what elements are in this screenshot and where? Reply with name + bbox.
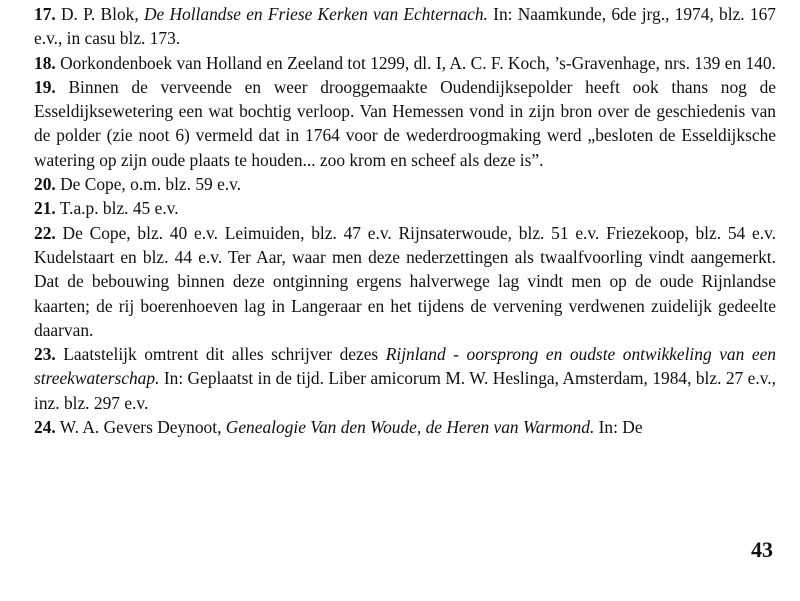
footnote-text: Binnen de verveende en weer drooggemaakte Oudendijksepolder heeft ook thans nog de Esseldijksewetering een wat bochtig verloop. Van Hemessen vond in zijn bron over de geschiedenis van de polder (zie noot 6) vermeld dat in 1764 voor de wederdroogmaking werd „besloten de Esseldijksche watering op zijn oude plaats te houden... zoo krom en scheef als deze is”. xyxy=(34,76,776,170)
footnote-text: T.a.p. blz. 45 e.v. xyxy=(55,198,179,219)
footnote-22 xyxy=(34,221,776,342)
footnote-21 xyxy=(34,196,776,220)
footnote-text: In: Geplaatst in de tijd. Liber amicorum M. W. Heslinga, Amsterdam, 1984, blz. 27 e.v., inz. blz. 297 e.v. xyxy=(34,368,776,413)
page-number: 43 xyxy=(751,537,773,562)
footnote-text: D. P. Blok, xyxy=(55,4,144,24)
footnote-17 xyxy=(34,2,776,51)
footnote-number: 23. xyxy=(34,344,56,365)
footnote-number: 24. xyxy=(34,417,56,438)
footnote-number: 18. xyxy=(34,52,56,73)
footnote-20 xyxy=(34,172,776,196)
footnote-title-italic: Genealogie Van den Woude, de Heren van Warmond. xyxy=(225,417,595,438)
footnote-title-italic: Rijnland - oorsprong en oudste ontwikkeling van een streekwaterschap. xyxy=(34,344,776,389)
footnote-number: 22. xyxy=(34,222,56,243)
footnote-number: 19. xyxy=(34,76,56,97)
footnote-23 xyxy=(34,342,776,415)
footnote-number: 21. xyxy=(34,198,56,219)
footnote-title-italic: De Hollandse en Friese Kerken van Echternach. xyxy=(143,4,488,24)
footnote-text: De Cope, o.m. blz. 59 e.v. xyxy=(55,174,242,195)
footnote-number: 17. xyxy=(34,4,56,24)
footnote-text: In: Naamkunde, 6de jrg., 1974, blz. 167 e.v., in casu blz. 173. xyxy=(34,4,776,49)
footnote-text: W. A. Gevers Deynoot, xyxy=(55,417,226,438)
footnote-text: De Cope, blz. 40 e.v. Leimuiden, blz. 47 e.v. Rijnsaterwoude, blz. 51 e.v. Friezekoop, blz. 54 e.v. Kudelstaart en blz. 44 e.v. Ter Aar, waar men deze nederzettingen als twaalfvoorling vindt aangemerkt. Dat de bebouwing binnen deze ontginning ergens halverwege lag vindt men op de oude Rijnlandse kaarten; de rij boerenhoeven lag in Langeraar en het tijdens de vervening verdwenen zuidelijk gedeelte daarvan. xyxy=(34,222,776,340)
footnote-19 xyxy=(34,75,776,172)
footnote-number: 20. xyxy=(34,174,56,195)
footnote-text: In: De xyxy=(594,417,643,438)
footnote-18 xyxy=(34,51,776,75)
footnote-24 xyxy=(34,415,776,439)
footnote-text: Oorkondenboek van Holland en Zeeland tot 1299, dl. I, A. C. F. Koch, ’s-Gravenhage, nrs. 139 en 140. xyxy=(55,52,776,73)
footnotes-list xyxy=(34,2,776,439)
footnote-text: Laatstelijk omtrent dit alles schrijver dezes xyxy=(55,344,386,365)
